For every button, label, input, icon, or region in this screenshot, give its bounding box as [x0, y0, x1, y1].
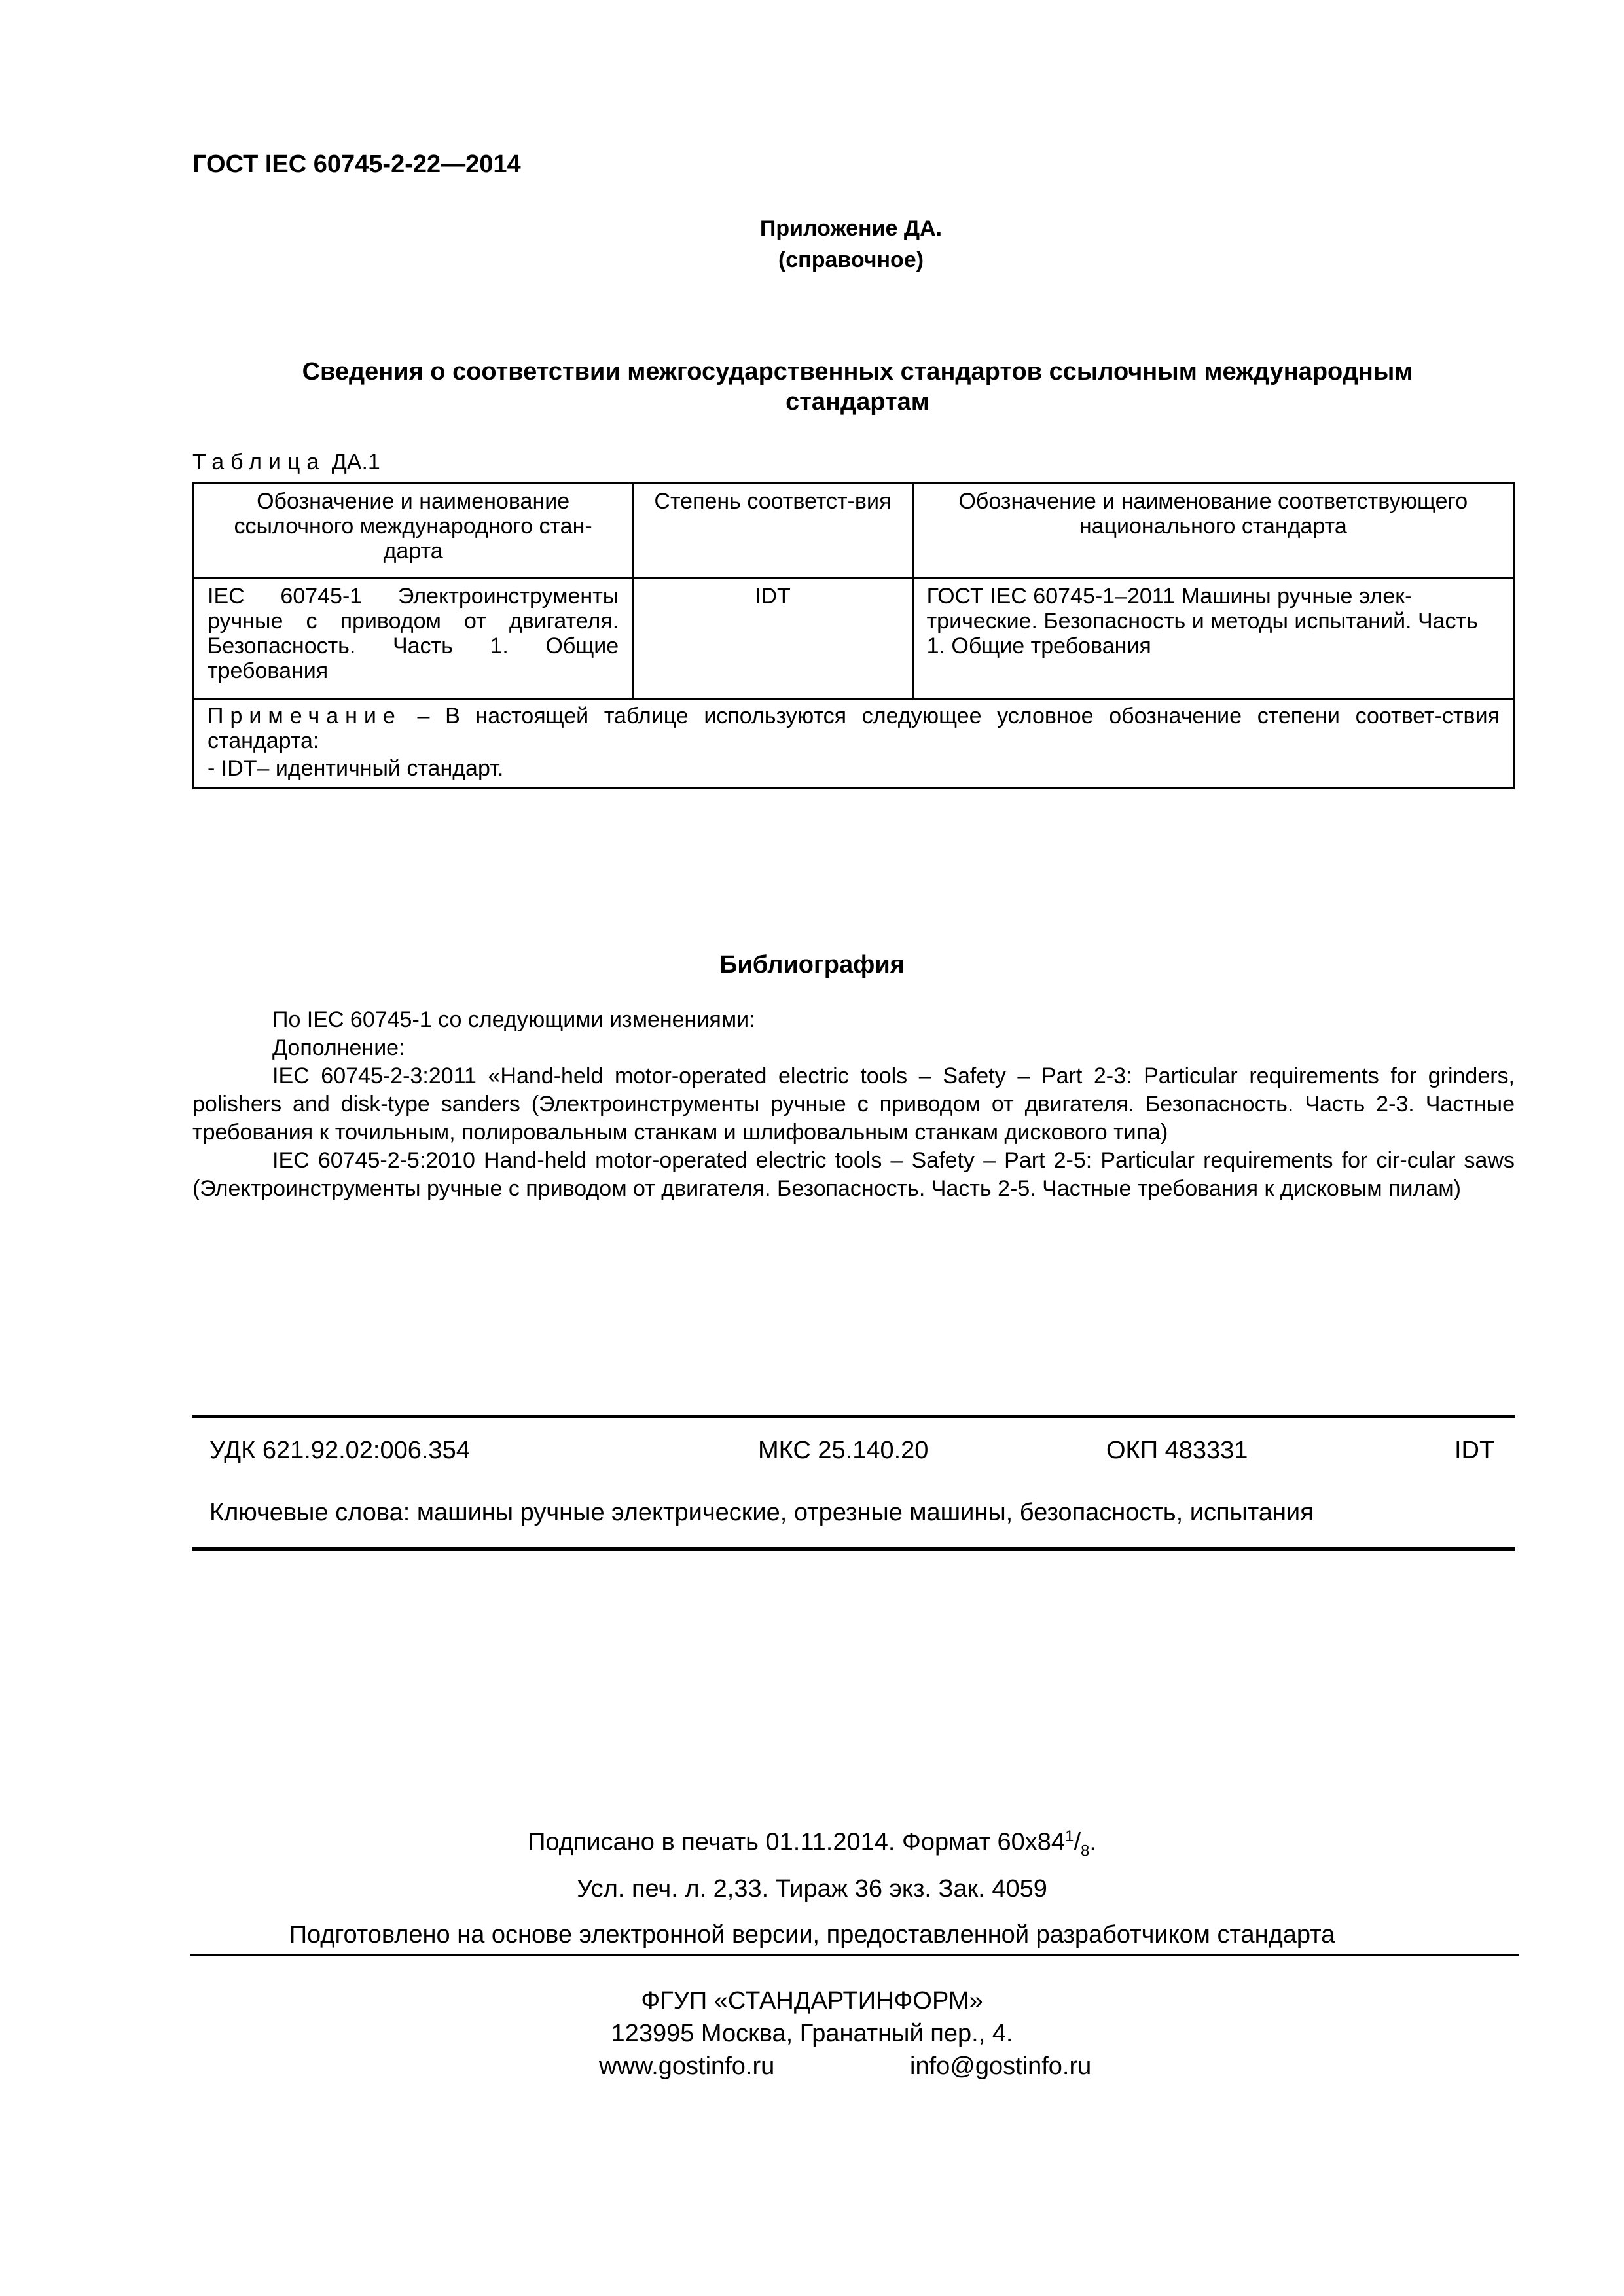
top-rule — [192, 1415, 1515, 1418]
keywords: Ключевые слова: машины ручные электрические, отрезные машины, безопасность, испытания — [209, 1499, 1314, 1526]
table-header-row — [194, 483, 1514, 578]
publisher-name: ФГУП «СТАНДАРТИНФОРМ» — [641, 1987, 983, 2015]
table-note-row — [194, 699, 1514, 789]
header-degree: Степень соответст-вия — [633, 483, 912, 578]
udk-code: УДК 621.92.02:006.354 — [209, 1437, 470, 1464]
table-caption-word: Таблица — [192, 450, 326, 475]
bottom-rule — [192, 1547, 1515, 1551]
publisher-address: 123995 Москва, Гранатный пер., 4. — [611, 2020, 1013, 2047]
format-fraction-denominator: 8 — [1081, 1842, 1090, 1860]
annex-label: Приложение ДА. — [759, 216, 943, 241]
note-text: – В настоящей таблице используются следующее условное обозначение степени соответ-ствия стандарта: — [208, 704, 1500, 753]
table-row — [194, 578, 1514, 699]
header-international-standard: Обозначение и наименование ссылочного международного стан-дарта — [194, 483, 633, 578]
format-fraction-numerator: 1 — [1065, 1827, 1074, 1845]
signed-suffix: . — [1089, 1828, 1096, 1856]
fraction-slash: / — [1074, 1828, 1081, 1856]
annex-title-line2: стандартам — [785, 388, 929, 416]
cell-international-standard: IEC 60745-1 Электроинструменты ручные с приводом от двигателя. Безопасность. Часть 1. Общие требования — [194, 578, 633, 699]
bibliography-body — [192, 1006, 1515, 1203]
header-national-standard: Обозначение и наименование соответствующего национального стандарта — [912, 483, 1513, 578]
annex-type: (справочное) — [778, 247, 924, 272]
print-run: Усл. печ. л. 2,33. Тираж 36 экз. Зак. 4059 — [577, 1875, 1047, 1903]
note-label: Примечание — [208, 704, 402, 728]
bibliography-paragraph: Дополнение: — [272, 1035, 405, 1060]
prepared-note: Подготовлено на основе электронной версии, предоставленной разработчиком стандарта — [289, 1921, 1335, 1948]
cell-degree: IDT — [633, 578, 912, 699]
table-note — [194, 699, 1514, 789]
annex-title-line1: Сведения о соответствии межгосударственных стандартов ссылочным международным — [302, 358, 1413, 386]
degree-code: IDT — [1454, 1437, 1495, 1464]
conformity-table — [192, 482, 1515, 789]
bibliography-entry: IEC 60745-2-3:2011 «Hand-held motor-operated electric tools – Safety – Part 2-3: Particular requirements for grinders, polishers and disk-type sanders (Электроинструменты ручные с приводом от двигателя. Безопасность. Часть 2-3. Частные требования к точильным, полировальным станкам и шлифовальным станкам дискового типа) — [192, 1064, 1515, 1145]
imprint-rule — [190, 1954, 1519, 1956]
publisher-website[interactable]: www.gostinfo.ru — [599, 2053, 775, 2080]
note-item: - IDT– идентичный стандарт. — [208, 756, 504, 781]
bibliography-entry: IEC 60745-2-5:2010 Hand-held motor-operated electric tools – Safety – Part 2-5: Particular requirements for cir-cular saws (Электроинструменты ручные с приводом от двигателя. Безопасность. Часть 2-5. Частные требования к дисковым пилам) — [192, 1148, 1515, 1201]
publisher-email[interactable]: info@gostinfo.ru — [910, 2053, 1092, 2080]
document-code: ГОСТ IEC 60745-2-22—2014 — [192, 151, 521, 178]
table-caption-number: ДА.1 — [331, 450, 380, 475]
cell-national-standard: ГОСТ IEC 60745-1–2011 Машины ручные элек-трические. Безопасность и методы испытаний. Часть 1. Общие требования — [912, 578, 1513, 699]
okp-code: ОКП 483331 — [1106, 1437, 1248, 1464]
mks-code: МКС 25.140.20 — [758, 1437, 929, 1464]
annex-heading — [655, 213, 1047, 276]
bibliography-paragraph: По IEC 60745-1 со следующими изменениями: — [272, 1007, 755, 1032]
table-caption — [192, 450, 380, 475]
signed-prefix: Подписано в печать 01.11.2014. Формат 60x84 — [528, 1828, 1066, 1856]
annex-title — [216, 357, 1499, 417]
bibliography-title: Библиография — [719, 951, 905, 978]
signed-to-print — [0, 1827, 1624, 1860]
